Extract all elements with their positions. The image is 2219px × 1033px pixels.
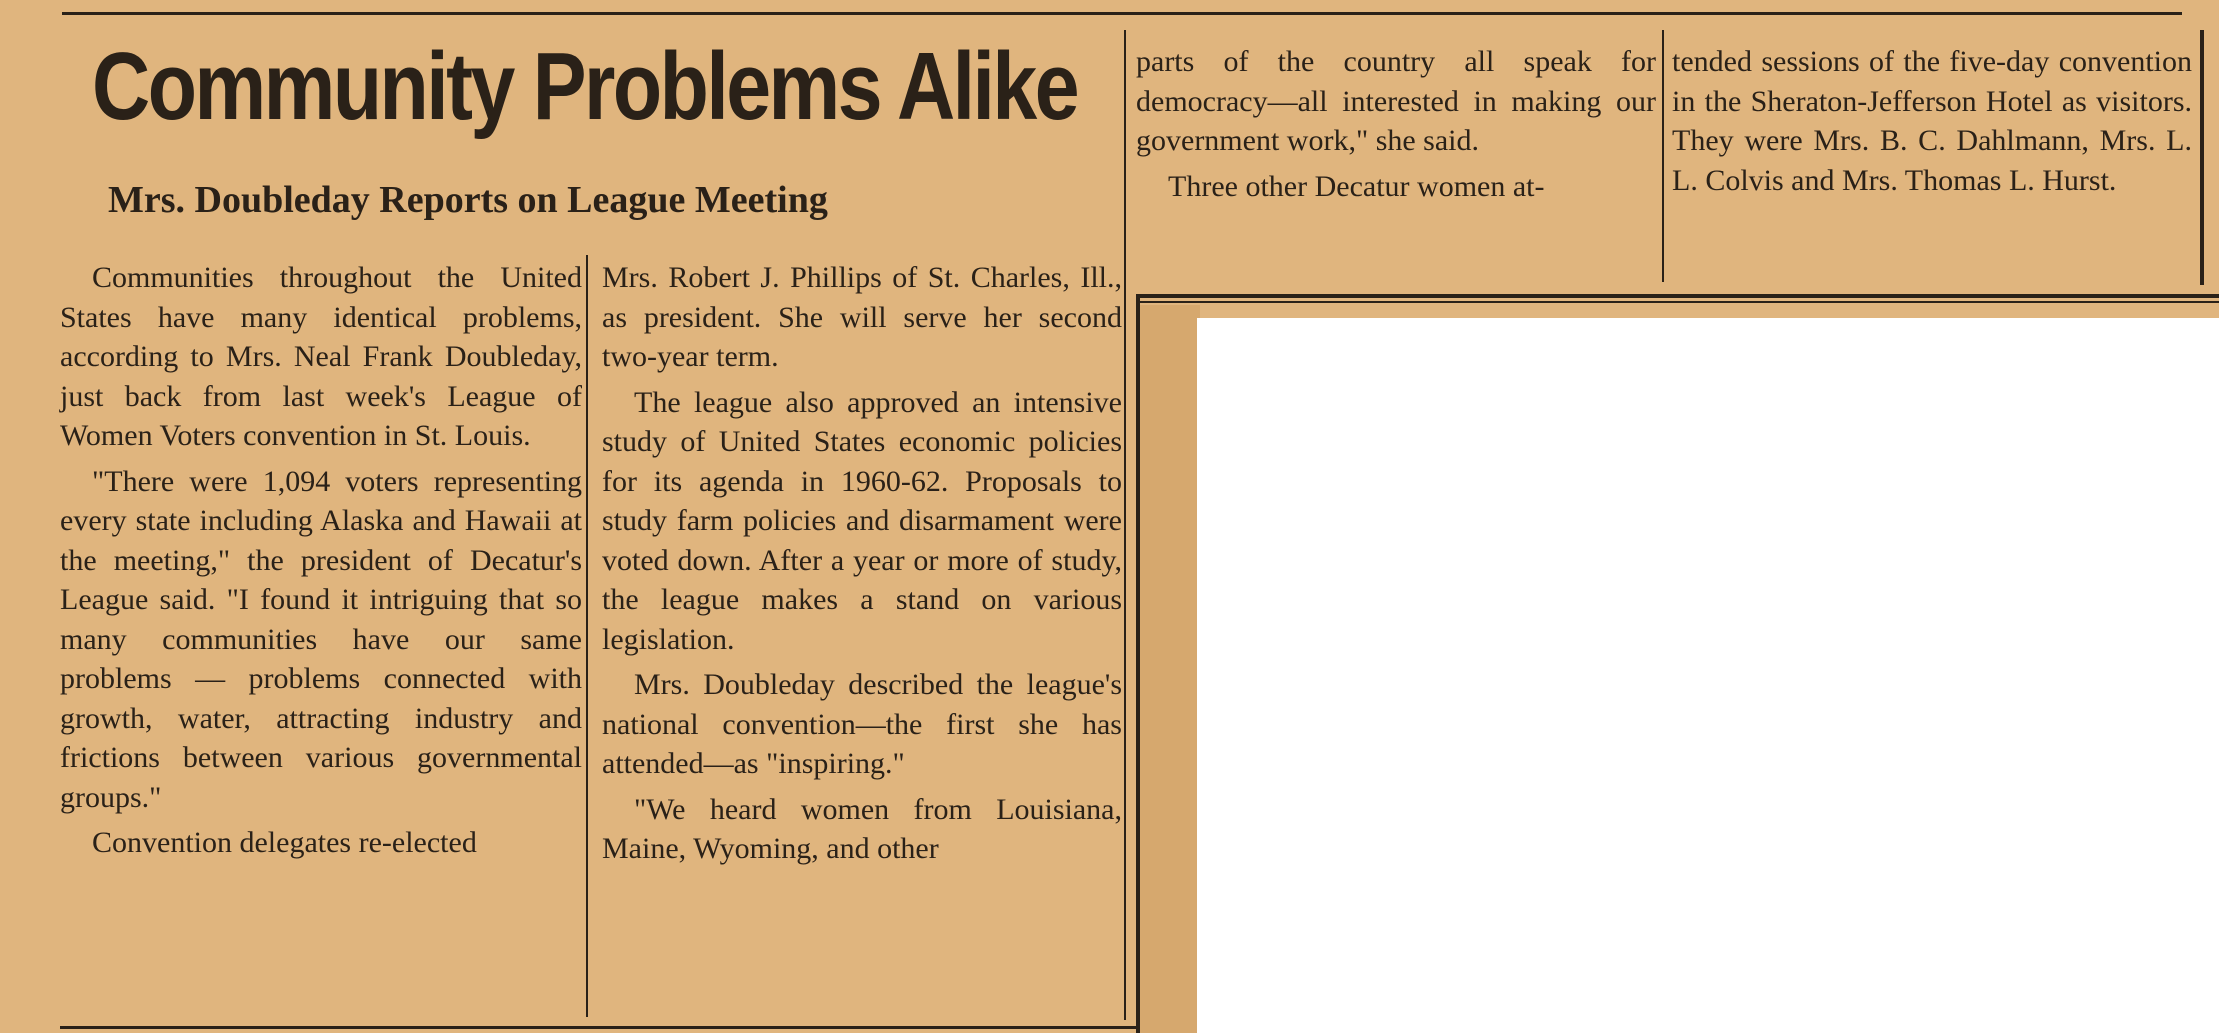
right-edge-rule (2200, 30, 2204, 285)
bottom-rule-left (60, 1026, 1140, 1029)
headline: Community Problems Alike (92, 33, 1078, 140)
paragraph: "There were 1,094 voters representing every state including Alaska and Hawaii at the meeting," the president of Decatur's League said. "I found it intriguing that so many communities have our same problems — problems connected with growth, water, attracting industry and frictions between various governmental groups." (60, 464, 582, 814)
subheadline: Mrs. Doubleday Reports on League Meeting (108, 179, 828, 221)
box-rule-top (1136, 294, 2219, 298)
article-column-4 (1672, 42, 2192, 206)
article-column-1 (60, 258, 582, 869)
paragraph: Mrs. Doubleday described the league's national convention—the first she has attended—as "inspiring." (602, 668, 1122, 780)
blank-paper-area (1197, 318, 2219, 1033)
paragraph: tended sessions of the five-day convention in the Sheraton-Jefferson Hotel as visitors. They were Mrs. B. C. Dahlmann, Mrs. L. L. Colvis and Mrs. Thomas L. Hurst. (1672, 45, 2192, 197)
paragraph: Mrs. Robert J. Phillips of St. Charles, Ill., as president. She will serve her second two-year term. (602, 261, 1122, 373)
paragraph: The league also approved an intensive study of United States economic policies for its agenda in 1960-62. Proposals to study farm policies and disarmament were voted down. After a year or more of study, the league makes a stand on various legislation. (602, 385, 1122, 656)
paragraph: Communities throughout the United States have many identical problems, according to Mrs. Neal Frank Doubleday, just back from last week's League of Women Voters convention in St. Louis. (60, 261, 582, 452)
column-divider-3 (1662, 30, 1664, 282)
paragraph: Three other Decatur women at- (1168, 169, 1545, 203)
column-divider-2 (1124, 30, 1126, 1020)
paragraph: "We heard women from Louisiana, Maine, Wyoming, and other (602, 792, 1122, 865)
box-rule-top-inner (1136, 301, 2219, 303)
article-column-2 (602, 258, 1122, 875)
top-rule (62, 12, 2182, 15)
paragraph: parts of the country all speak for democracy—all interested in making our government work," she said. (1136, 45, 1656, 157)
paragraph: Convention delegates re-elected (92, 826, 477, 859)
clipping-edge (1140, 305, 1200, 1033)
column-divider-1 (586, 255, 588, 1017)
article-column-3 (1136, 42, 1656, 212)
